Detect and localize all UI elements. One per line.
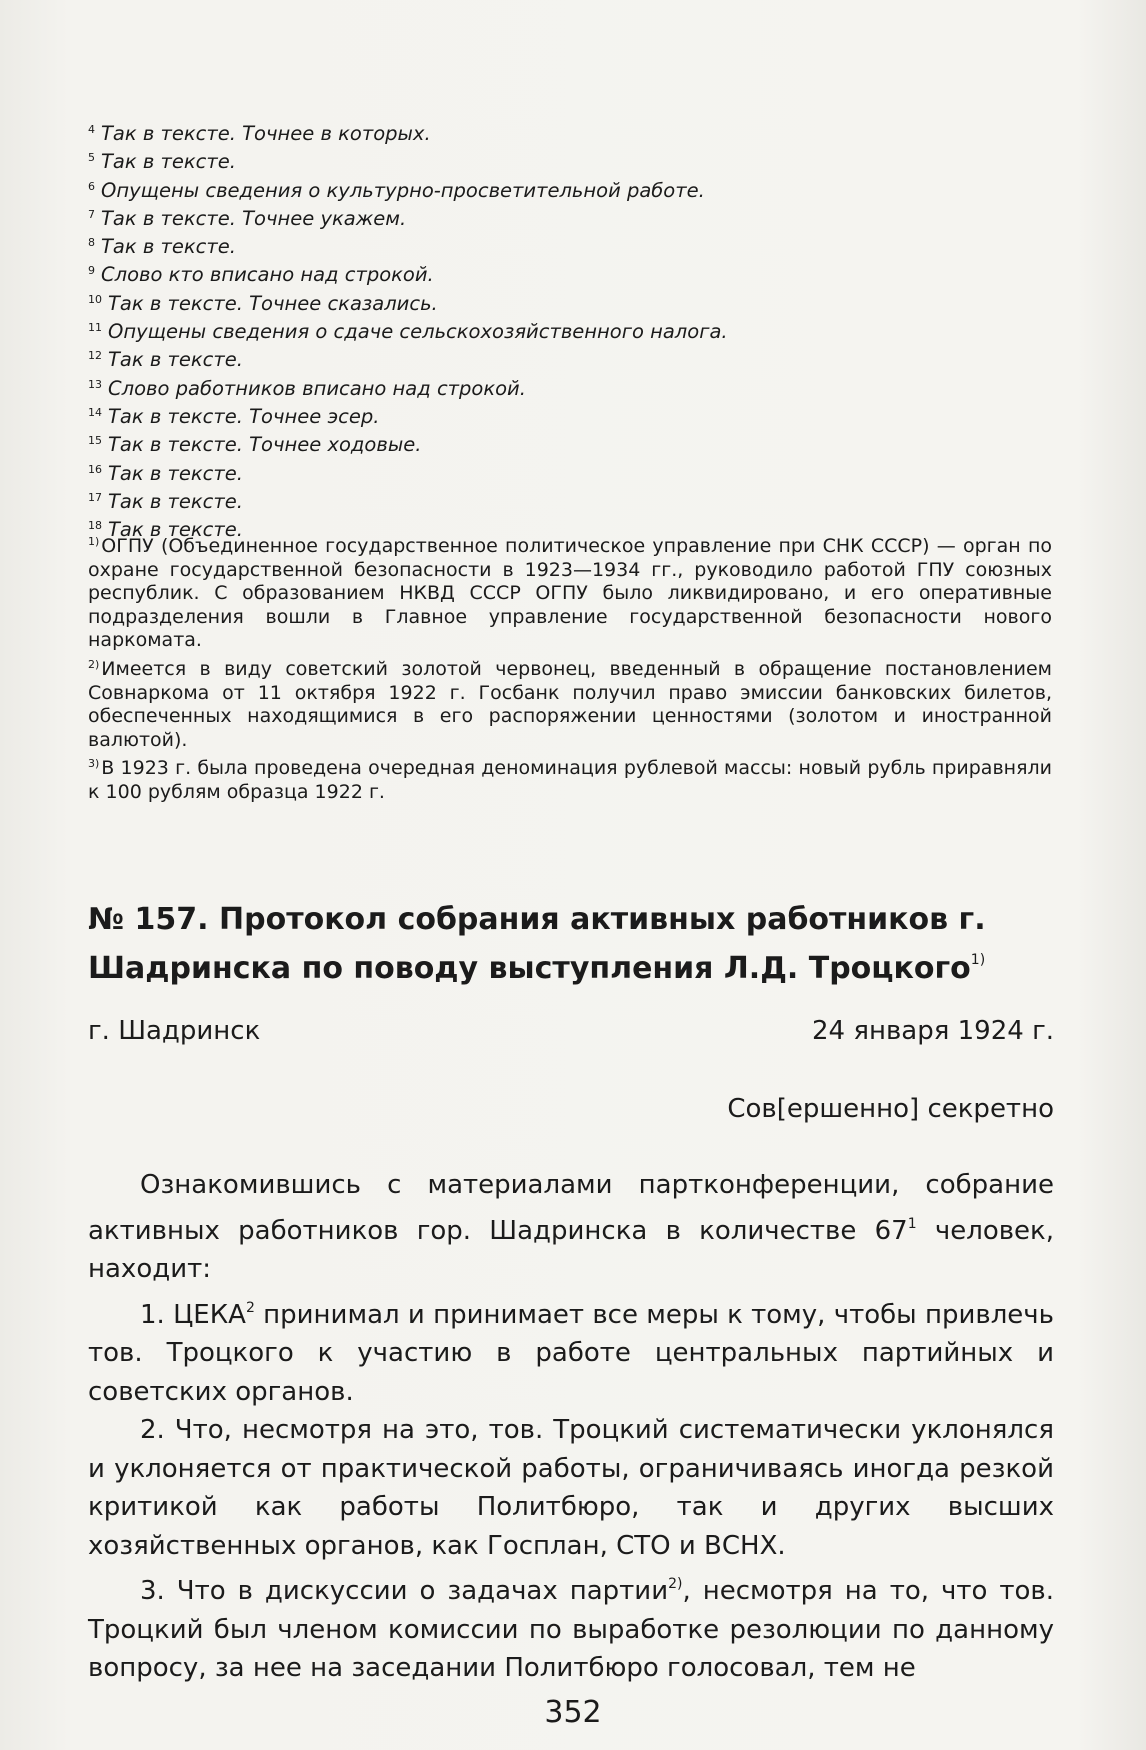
footnotes-list	[88, 118, 1048, 542]
footnote-number: 10	[88, 292, 102, 306]
footnote	[88, 118, 1048, 146]
footnote-text: Слово работников вписано над строкой.	[108, 376, 526, 400]
document-place: г. Шадринск	[88, 1016, 261, 1046]
footnote-number: 5	[88, 151, 95, 165]
footnote-number: 9	[88, 264, 95, 278]
footnote-number: 12	[88, 349, 102, 363]
footnote-text: Так в тексте.	[101, 150, 236, 174]
footnote	[88, 458, 1048, 486]
footnote	[88, 288, 1048, 316]
footnote-number: 17	[88, 490, 102, 504]
footnote	[88, 231, 1048, 259]
footnote-text: Так в тексте. Точнее ходовые.	[108, 433, 422, 457]
classification-stamp: Сов[ершенно] секретно	[727, 1094, 1054, 1124]
document-title: № 157. Протокол собрания активных работников г. Шадринска по поводу выступления Л.Д. Троцкого$^{1)}$	[88, 902, 986, 986]
footnote	[88, 401, 1048, 429]
footnote-text: Слово кто вписано над строкой.	[101, 263, 434, 287]
footnote-number: 4	[88, 123, 95, 136]
footnote-number: 15	[88, 434, 102, 448]
commentary-note: $^{1)}$ ОГПУ (Объединенное государственное политическое управление при СНК СССР) — орган по охране государственной безопасности в 1923—1934 гг., руководило работой ГПУ союзных республик. С образованием НКВД СССР ОГПУ было ликвидировано, и его оперативные подразделения вошли в Главное управление государственной безопасности нового наркомата.	[88, 535, 1052, 652]
document-meta	[88, 1014, 1054, 1048]
footnote	[88, 373, 1048, 401]
footnote-text: Так в тексте. Точнее эсер.	[108, 404, 380, 428]
footnote-text: Так в тексте. Точнее сказались.	[108, 291, 438, 315]
footnote-text: Так в тексте.	[108, 461, 243, 485]
document-date: 24 января 1924 г.	[811, 1016, 1054, 1046]
footnote-text: Так в тексте. Точнее в которых.	[101, 122, 431, 145]
footnote	[88, 316, 1048, 344]
footnote	[88, 344, 1048, 372]
body-paragraph: 2. Что, несмотря на это, тов. Троцкий систематически уклонялся и уклоняется от практической работы, ограничиваясь иногда резкой критикой как работы Политбюро, так и других высших хозяйственных органов, как Госплан, СТО и ВСНХ.	[88, 1415, 1054, 1561]
footnote-text: Так в тексте. Точнее укажем.	[101, 206, 407, 230]
footnote-number: 13	[88, 377, 102, 391]
commentary-note: $^{2)}$ Имеется в виду советский золотой червонец, введенный в обращение постановлением Совнаркома от 11 октября 1922 г. Госбанк получил право эмиссии банковских билетов, обеспеченных находящимися в его распоряжении ценностями (золотом и иностранной валютой).	[88, 657, 1052, 751]
commentary-notes	[88, 530, 1052, 805]
footnote-text: Так в тексте.	[101, 235, 236, 259]
footnote	[88, 146, 1048, 174]
footnote-text: Так в тексте.	[108, 348, 243, 372]
title-note-ref: 1)	[970, 952, 986, 968]
footnote-number: 7	[88, 207, 95, 221]
footnote-text: Опущены сведения о сдаче сельскохозяйственного налога.	[108, 320, 728, 344]
footnote	[88, 203, 1048, 231]
footnote	[88, 175, 1048, 203]
page-number: 352	[544, 1695, 602, 1730]
footnote-text: Так в тексте.	[108, 518, 243, 542]
footnote-number: 16	[88, 462, 102, 476]
footnote	[88, 429, 1048, 457]
body-paragraph: Ознакомившись с материалами партконференции, собрание активных работников гор. Шадринска в количестве $67^1$ человек, находит:	[88, 1170, 1055, 1284]
footnote-number: 11	[88, 321, 102, 335]
footnote-number: 18	[88, 519, 102, 533]
footnote-number: 14	[88, 405, 102, 419]
footnote-text: Опущены сведения о культурно-просветительной работе.	[101, 178, 705, 202]
commentary-note: $^{3)}$ В 1923 г. была проведена очередная деноминация рублевой массы: новый рубль приравняли к 100 рублям образца 1922 г.	[88, 757, 1052, 803]
body-paragraph: 3. Что в дискуссии о задачах партии$^{2)}$, несмотря на то, что тов. Троцкий был членом комиссии по выработке резолюции по данному вопросу, за нее на заседании Политбюро голосовал, тем не	[88, 1576, 1055, 1683]
footnote-number: 8	[88, 236, 95, 250]
footnote-text: Так в тексте.	[108, 489, 243, 513]
body-paragraph: 1. ЦЕКА$^2$ принимал и принимает все меры к тому, чтобы привлечь тов. Троцкого к участию в работе центральных партийных и советских органов.	[88, 1299, 1054, 1407]
footnote	[88, 259, 1048, 287]
footnote	[88, 486, 1048, 514]
footnote-number: 6	[88, 179, 95, 193]
document-body	[88, 1166, 1054, 1688]
